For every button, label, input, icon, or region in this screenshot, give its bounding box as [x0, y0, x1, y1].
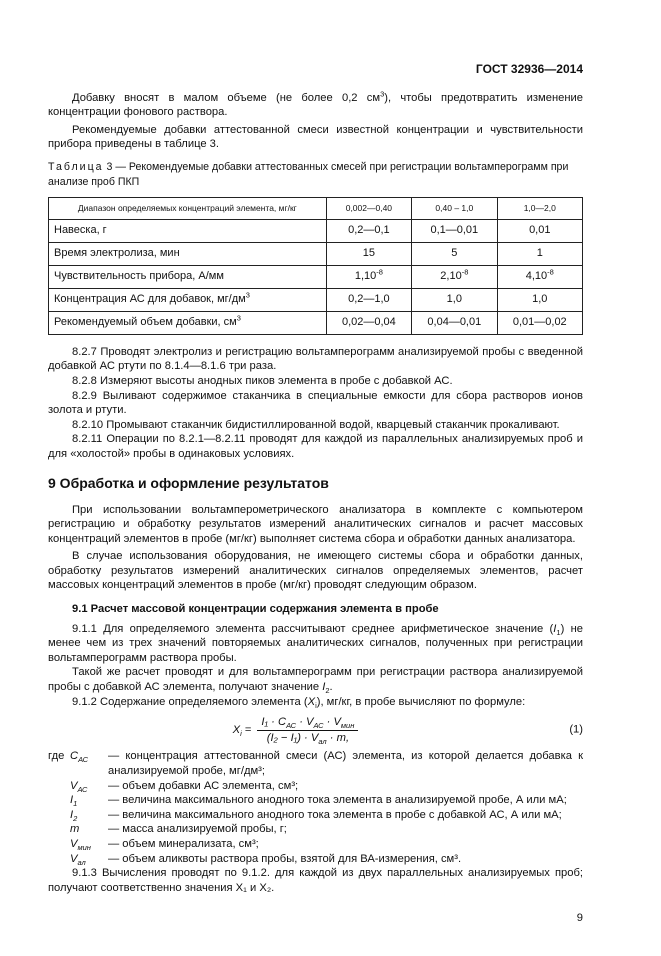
formula-fraction — [257, 715, 358, 745]
steps — [48, 345, 583, 462]
caption-text: 3 — Рекомендуемые добавки аттестованных смесей при регистрации вольтамперограмм при анализе проб ПКП — [48, 160, 569, 188]
cell: 5 — [412, 242, 497, 265]
step-paragraph: 8.2.10 Промывают стаканчик бидистиллированной водой, кварцевый стаканчик прокаливают. — [72, 418, 560, 431]
step-paragraph: 8.2.8 Измеряют высоты анодных пиков элемента в пробе с добавкой АС. — [72, 374, 453, 387]
formula-legend: где $C_{АС}$ — концентрация аттестованной смеси (АС) элемента, из которой делается добавка к анализируемой пробе, мг/дм³; $V_{АС}$ — объем добавки АС элемента, см³; $I_1$ — величина максимального анодного тока элемента в анализируемой пробе, А или мА; $I_2$ — величина максимального анодного тока элемента в пробе с добавкой АС, А или мА; m — масса анализируемой пробы, г; $V_{мин}$ — объем минерализата, см³; $V_{ал}$ — объем аликвоты раствора пробы, взятой для ВА-измерения, см³. — [48, 750, 583, 867]
intro — [48, 88, 583, 152]
legend-text: — объем добавки АС элемента, см³; — [108, 779, 299, 792]
standard-number: ГОСТ 32936—2014 — [475, 62, 583, 76]
denominator: $(I_2 - I_1) \cdot V_{ал} \cdot m$, — [266, 731, 350, 747]
row-label: Рекомендуемый объем добавки, $см^3$ — [49, 311, 327, 334]
table-row — [49, 265, 583, 288]
paragraph-9-1-3: 9.1.3 Вычисления проводят по 9.1.2. для каждой из двух параллельных анализируемых проб; получают соответственно значения X₁ и X₂. — [48, 867, 583, 894]
cell: 0,1—0,01 — [412, 219, 497, 242]
legend-text: — масса анализируемой пробы, г; — [108, 823, 287, 836]
section-9 — [48, 474, 583, 896]
header-cell: 0,40 – 1,0 — [412, 198, 497, 220]
page-number: 9 — [576, 912, 583, 925]
step-paragraph: 8.2.7 Проводят электролиз и регистрацию вольтамперограмм анализируемой пробы с введенной добавкой АС ртути по 8.1.4—8.1.6 три раза. — [48, 345, 583, 373]
legend-text: — концентрация аттестованной смеси (АС) элемента, из которой делается добавка к анализируемой пробе, мг/дм³; — [108, 750, 583, 777]
table-3 — [48, 197, 583, 335]
legend-text: — величина максимального анодного тока элемента в пробе с добавкой АС, А или мА; — [108, 808, 562, 821]
equation-number: (1) — [569, 724, 583, 737]
table-caption — [48, 160, 583, 189]
header-cell: Диапазон определяемых концентраций элемента, мг/кг — [49, 198, 327, 220]
header-cell: 0,002—0,40 — [326, 198, 411, 220]
legend-text: — объем минерализата, см³; — [108, 837, 259, 850]
step-paragraph: 8.2.11 Операции по 8.2.1—8.2.11 проводят для каждой из параллельных анализируемых проб и для «холостой» пробы в одинаковых условиях. — [48, 433, 583, 460]
table-header-row — [49, 198, 583, 220]
caption-label: Таблица — [48, 160, 104, 173]
cell: 0,2—1,0 — [326, 288, 411, 311]
formula-1 — [48, 715, 583, 745]
cell: 0,2—0,1 — [326, 219, 411, 242]
cell: 0,02—0,04 — [326, 311, 411, 334]
table-row — [49, 311, 583, 334]
cell: $4,10^{-8}$ — [497, 265, 582, 288]
cell: $1,10^{-8}$ — [326, 265, 411, 288]
subsection-heading: 9.1 Расчет массовой концентрации содержания элемента в пробе — [72, 603, 439, 616]
table-row — [49, 242, 583, 265]
cell: 0,01—0,02 — [497, 311, 582, 334]
cell: $2,10^{-8}$ — [412, 265, 497, 288]
paragraph-9-1-1: 9.1.1 Для определяемого элемента рассчитывают среднее арифметическое значение $(I_1)$ не менее чем из трех значений повторяемых аналитических сигналов, полученных при регистрации вольтамперограмм раствора пробы. — [48, 622, 583, 664]
header-cell: 1,0—2,0 — [497, 198, 582, 220]
row-label: Концентрация АС для добавок, $мг/дм^3$ — [49, 288, 327, 311]
cell: 0,01 — [497, 219, 582, 242]
cell: 1 — [497, 242, 582, 265]
page-column — [48, 0, 583, 956]
legend-text: — объем аликвоты раствора пробы, взятой для ВА-измерения, см³. — [108, 852, 462, 865]
intro-paragraph: Рекомендуемые добавки аттестованной смеси известной концентрации и чувствительности прибора приведены в таблице 3. — [48, 123, 583, 151]
paragraph: Такой же расчет проводят и для вольтамперограмм при регистрации раствора анализируемой пробы с добавкой АС элемента, получают значение $I_2$. — [48, 666, 583, 696]
paragraph: В случае использования оборудования, не имеющего системы сбора и обработки данных, обработку результатов измерений аналитических сигналов определяемых элементов, расчет массовых концентраций элементов в пробе (мг/кг) проводят следующим образом. — [48, 550, 583, 592]
paragraph: При использовании вольтамперометрического анализатора в комплекте с компьютером регистрацию и обработку результатов измерений аналитических сигналов и расчет массовых концентраций элементов в пробе (мг/кг) выполняет система сбора и обработки данных анализатора. — [48, 503, 583, 545]
row-label: Время электролиза, мин — [49, 242, 327, 265]
formula-lhs: $X_i$ = — [232, 724, 252, 739]
table-row — [49, 219, 583, 242]
table-row — [49, 288, 583, 311]
numerator: $I_1 \cdot C_{АС} \cdot V_{АС} \cdot V_{мин}$ — [257, 715, 358, 731]
legend-text: — величина максимального анодного тока элемента в анализируемой пробе, А или мА; — [108, 794, 567, 807]
intro-paragraph: Добавку вносят в малом объеме (не более 0,2 $см^3$), чтобы предотвратить изменение концентрации фонового раствора. — [48, 88, 583, 119]
cell: 1,0 — [412, 288, 497, 311]
row-label: Навеска, г — [49, 219, 327, 242]
paragraph-9-1-2: 9.1.2 Содержание определяемого элемента $(X_i)$, мг/кг, в пробе вычисляют по формуле: — [72, 695, 526, 710]
section-heading: 9 Обработка и оформление результатов — [48, 474, 329, 491]
cell: 0,04—0,01 — [412, 311, 497, 334]
cell: 1,0 — [497, 288, 582, 311]
step-paragraph: 8.2.9 Выливают содержимое стаканчика в специальные емкости для сбора растворов ионов золота и ртути. — [48, 389, 583, 417]
where-label: где — [48, 750, 65, 763]
cell: 15 — [326, 242, 411, 265]
row-label: Чувствительность прибора, А/мм — [49, 265, 327, 288]
